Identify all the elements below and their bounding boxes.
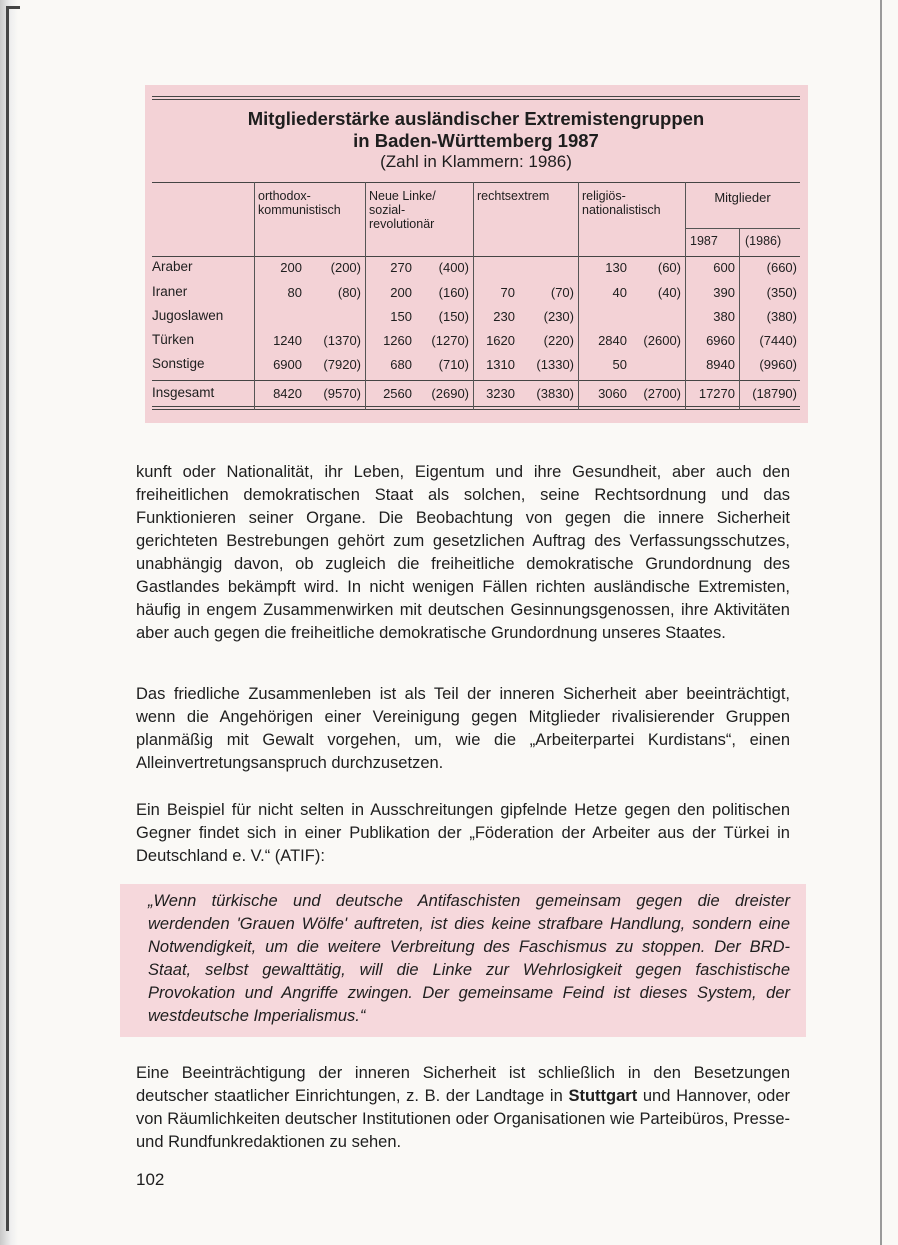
header-1986: (1986)	[745, 234, 782, 248]
table-cell: 2560	[383, 386, 412, 401]
header-top-rule	[152, 182, 800, 183]
table-cell: 270	[390, 260, 412, 275]
table-cell: (18790)	[752, 386, 797, 401]
table-note: (Zahl in Klammern: 1986)	[380, 152, 572, 171]
table-cell: (2690)	[431, 386, 469, 401]
table-cell: 70	[500, 285, 515, 300]
table-cell: (400)	[438, 260, 469, 275]
table-bottom-rule	[152, 409, 800, 410]
table-cell: (380)	[766, 309, 797, 324]
paragraph-1: kunft oder Nationalität, ihr Leben, Eigentum und ihre Gesundheit, aber auch den freiheitlichen demokratischen Staat als solchen, seine Rechtsordnung und das Funktionieren seiner Organe. Die Beobachtung von gegen die innere Sicherheit gerichteten Bestrebungen gehört zum gesetzlichen Auftrag des Verfassungsschutzes, unabhängig davon, ob zugleich die freiheitliche demokratische Grundordnung des Gastlandes bekämpft wird. In nicht wenigen Fällen richten ausländische Extremisten, häufig in engem Zusammenwirken mit deutschen Gesinnungsgenossen, ihre Aktivitäten aber auch gegen die freiheitliche demokratische Grundordnung unseres Staates.	[136, 463, 790, 642]
table-cell: 380	[713, 309, 735, 324]
table-cell: (230)	[543, 309, 574, 324]
header-bottom-rule	[152, 256, 800, 257]
table-cell: (220)	[543, 333, 574, 348]
row-label: Iraner	[152, 284, 188, 299]
header-religioes: religiös- nationalistisch	[582, 189, 661, 217]
table-cell: (2600)	[643, 333, 681, 348]
table-cell: 3060	[598, 386, 627, 401]
table-cell: 40	[612, 285, 627, 300]
table-cell: 1620	[486, 333, 515, 348]
table-cell: 130	[605, 260, 627, 275]
page-edge-left	[0, 0, 18, 1245]
table-cell: (2700)	[643, 386, 681, 401]
table-cell: 200	[390, 285, 412, 300]
header-orthodox: orthodox- kommunistisch	[258, 189, 341, 217]
header-neue-linke: Neue Linke/ sozial- revolutionär	[369, 189, 436, 231]
binding-line	[6, 6, 9, 1231]
table-top-rule	[152, 96, 800, 97]
row-label: Jugoslawen	[152, 308, 224, 323]
page-number: 102	[136, 1170, 165, 1189]
table-cell: (160)	[438, 285, 469, 300]
quotation: „Wenn türkische und deutsche Antifaschisten gemeinsam gegen die dreister werdenden 'Grauen Wölfe' auftreten, ist dies keine strafbare Handlung, sondern eine Notwendigkeit, um die weitere Verbreitung des Faschismus zu stoppen. Der BRD-Staat, selbst gewalttätig, will die Linke zur Wehrlosigkeit gegen faschistische Provokation und Angriffe zwingen. Der gemeinsame Feind ist dieses System, der westdeutsche Imperialismus.“	[148, 892, 790, 1025]
row-label: Sonstige	[152, 356, 205, 371]
total-top-rule	[152, 380, 800, 381]
table-cell: (660)	[766, 260, 797, 275]
table-cell: (80)	[337, 285, 361, 300]
table-cell: 600	[713, 260, 735, 275]
table-cell: 17270	[698, 386, 735, 401]
header-rechtsextrem: rechtsextrem	[477, 189, 550, 203]
table-cell: (9960)	[759, 357, 797, 372]
table-cell: 1240	[273, 333, 302, 348]
total-bottom-rule	[152, 406, 800, 407]
table-cell: (40)	[657, 285, 681, 300]
row-label: Türken	[152, 332, 195, 347]
table-cell: (3830)	[536, 386, 574, 401]
table-cell: (70)	[550, 285, 574, 300]
table-subtitle: in Baden-Württemberg 1987	[353, 130, 599, 151]
binding-tick	[6, 6, 20, 9]
table-cell: 6900	[273, 357, 302, 372]
table-cell: (7440)	[759, 333, 797, 348]
row-label: Araber	[152, 259, 193, 274]
table-cell: 390	[713, 285, 735, 300]
table-cell: 680	[390, 357, 412, 372]
row-label: Insgesamt	[152, 385, 215, 400]
table-cell: (150)	[438, 309, 469, 324]
header-mitglieder: Mitglieder	[714, 190, 771, 205]
table-cell: (200)	[330, 260, 361, 275]
table-cell: (7920)	[323, 357, 361, 372]
table-cell: 200	[280, 260, 302, 275]
table-cell: (350)	[766, 285, 797, 300]
table-cell: 8940	[706, 357, 735, 372]
table-cell: 8420	[273, 386, 302, 401]
table-cell: 80	[287, 285, 302, 300]
table-cell: (710)	[438, 357, 469, 372]
table-cell: 1310	[486, 357, 515, 372]
table-cell: 50	[612, 357, 627, 372]
table-cell: 3230	[486, 386, 515, 401]
table-cell: 230	[493, 309, 515, 324]
paragraph-3: Ein Beispiel für nicht selten in Ausschreitungen gipfelnde Hetze gegen den politischen Gegner findet sich in einer Publikation der „Föderation der Arbeiter aus der Türkei in Deutschland e. V.“ (ATIF):	[136, 801, 790, 865]
mitglieder-underline	[685, 228, 800, 229]
table-top-rule-2	[152, 99, 800, 100]
table-cell: (1330)	[536, 357, 574, 372]
table-cell: 6960	[706, 333, 735, 348]
table-cell: 2840	[598, 333, 627, 348]
paragraph-2: Das friedliche Zusammenleben ist als Teil der inneren Sicherheit aber beeinträchtigt, wenn die Angehörigen einer Vereinigung gegen Mitglieder rivalisierender Gruppen planmäßig mit Gewalt vorgehen, um, wie die „Arbeiterpartei Kurdistans“, einen Alleinvertretungsanspruch durchzusetzen.	[136, 685, 790, 772]
table-cell: 1260	[383, 333, 412, 348]
table-cell: (1370)	[323, 333, 361, 348]
header-1987: 1987	[690, 234, 718, 248]
page-edge-right	[880, 0, 882, 1245]
table-cell: (60)	[657, 260, 681, 275]
table-cell: (9570)	[323, 386, 361, 401]
table-cell: (1270)	[431, 333, 469, 348]
table-cell: 150	[390, 309, 412, 324]
stuttgart-bold: Stuttgart	[568, 1087, 638, 1105]
paragraph-4: Eine Beeinträchtigung der inneren Sicherheit ist schließlich in den Besetzungen deutscher staatlicher Einrichtungen, z. B. der Landtage in Stuttgart und Hannover, oder von Räumlichkeiten deutscher Institutionen oder Organisationen wie Parteibüros, Presse- und Rundfunkredaktionen zu sehen.	[136, 1064, 790, 1151]
table-title: Mitgliederstärke ausländischer Extremistengruppen	[247, 108, 705, 129]
